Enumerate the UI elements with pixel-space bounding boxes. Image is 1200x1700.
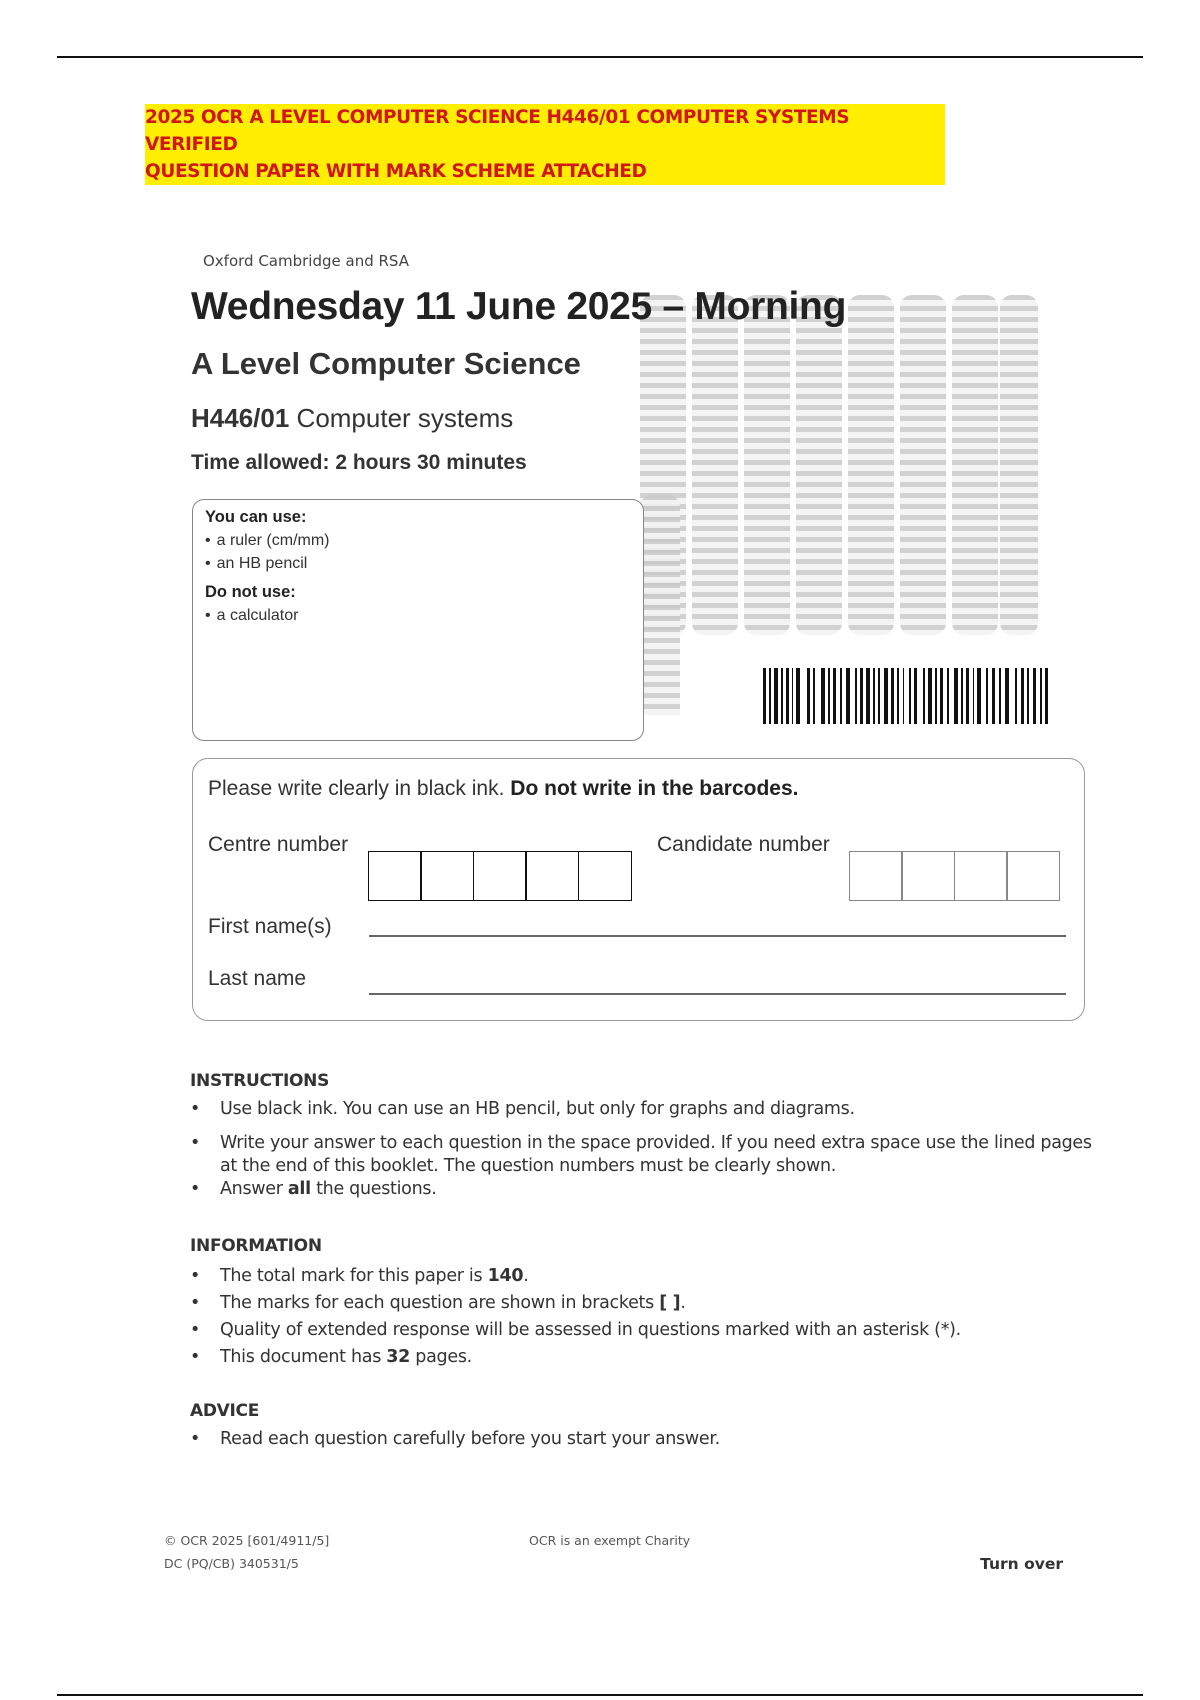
document-code: DC (PQ/CB) 340531/5: [164, 1556, 299, 1571]
do-not-use-list: [205, 604, 643, 627]
information-item: • The marks for each question are shown in brackets [ ].: [190, 1290, 1110, 1317]
centre-digit-box[interactable]: [525, 851, 579, 901]
instruction-item: • Write your answer to each question in the space provided. If you need extra space use the lined pages at the end of this booklet. The question numbers must be clearly shown.: [190, 1132, 1110, 1178]
barcode-warning: Do not write in the barcodes.: [510, 777, 799, 800]
top-rule: [57, 56, 1143, 58]
information-list: [190, 1263, 1110, 1371]
instruction-item: • Use black ink. You can use an HB pencil, but only for graphs and diagrams.: [190, 1098, 1110, 1121]
information-item: • The total mark for this paper is 140.: [190, 1263, 1110, 1290]
subject-title: A Level Computer Science: [191, 346, 581, 381]
candidate-digit-box[interactable]: [849, 851, 903, 901]
charity-note: OCR is an exempt Charity: [529, 1533, 691, 1548]
turn-over: Turn over: [980, 1555, 1063, 1573]
can-use-list: [205, 529, 643, 575]
instructions-heading: INSTRUCTIONS: [190, 1071, 330, 1091]
first-name-line[interactable]: [369, 935, 1066, 937]
centre-number-field[interactable]: [369, 851, 632, 901]
paper-name: Computer systems: [289, 403, 514, 433]
exam-date: Wednesday 11 June 2025 – Morning: [191, 285, 847, 328]
candidate-digit-box[interactable]: [954, 851, 1008, 901]
do-not-use-heading: Do not use:: [205, 583, 296, 601]
advice-list: [190, 1428, 1110, 1451]
equipment-box: [192, 499, 644, 741]
paper-code: H446/01: [191, 403, 290, 433]
centre-number-label: Centre number: [208, 833, 349, 856]
total-marks: 140: [487, 1266, 524, 1286]
write-instruction: Please write clearly in black ink. Do not write in the barcodes.: [208, 777, 799, 800]
instructions-list: [190, 1098, 1110, 1201]
bottom-rule: [57, 1694, 1143, 1696]
information-item: • Quality of extended response will be assessed in questions marked with an asterisk (*).: [190, 1317, 1110, 1344]
title-banner: [145, 104, 945, 185]
org-name: Oxford Cambridge and RSA: [203, 252, 409, 270]
banner-line-2: QUESTION PAPER WITH MARK SCHEME ATTACHED: [145, 161, 647, 182]
do-not-use-item: • a calculator: [205, 604, 643, 627]
banner-line-1: 2025 OCR A LEVEL COMPUTER SCIENCE H446/01 COMPUTER SYSTEMS VERIFIED: [145, 107, 850, 155]
advice-heading: ADVICE: [190, 1401, 260, 1421]
security-watermark: [640, 295, 1040, 715]
can-use-item: • an HB pencil: [205, 552, 643, 575]
candidate-details-box: [192, 758, 1085, 1021]
candidate-digit-box[interactable]: [901, 851, 955, 901]
paper-title: [191, 403, 513, 434]
can-use-heading: You can use:: [205, 508, 307, 526]
centre-digit-box[interactable]: [473, 851, 527, 901]
centre-digit-box[interactable]: [578, 851, 632, 901]
barcode: [763, 668, 1049, 728]
last-name-label: Last name: [208, 967, 307, 990]
candidate-digit-box[interactable]: [1006, 851, 1060, 901]
can-use-item: • a ruler (cm/mm): [205, 529, 643, 552]
time-allowed: Time allowed: 2 hours 30 minutes: [191, 451, 527, 474]
copyright: © OCR 2025 [601/4911/5]: [164, 1533, 330, 1548]
advice-item: • Read each question carefully before you start your answer.: [190, 1428, 1110, 1451]
first-name-label: First name(s): [208, 915, 332, 938]
instruction-item: • Answer all the questions.: [190, 1178, 1110, 1201]
centre-digit-box[interactable]: [368, 851, 422, 901]
candidate-number-field[interactable]: [850, 851, 1060, 901]
last-name-line[interactable]: [369, 993, 1066, 995]
page-count: 32: [386, 1347, 411, 1367]
candidate-number-label: Candidate number: [657, 833, 830, 856]
information-heading: INFORMATION: [190, 1236, 322, 1256]
information-item: • This document has 32 pages.: [190, 1344, 1110, 1371]
centre-digit-box[interactable]: [420, 851, 474, 901]
